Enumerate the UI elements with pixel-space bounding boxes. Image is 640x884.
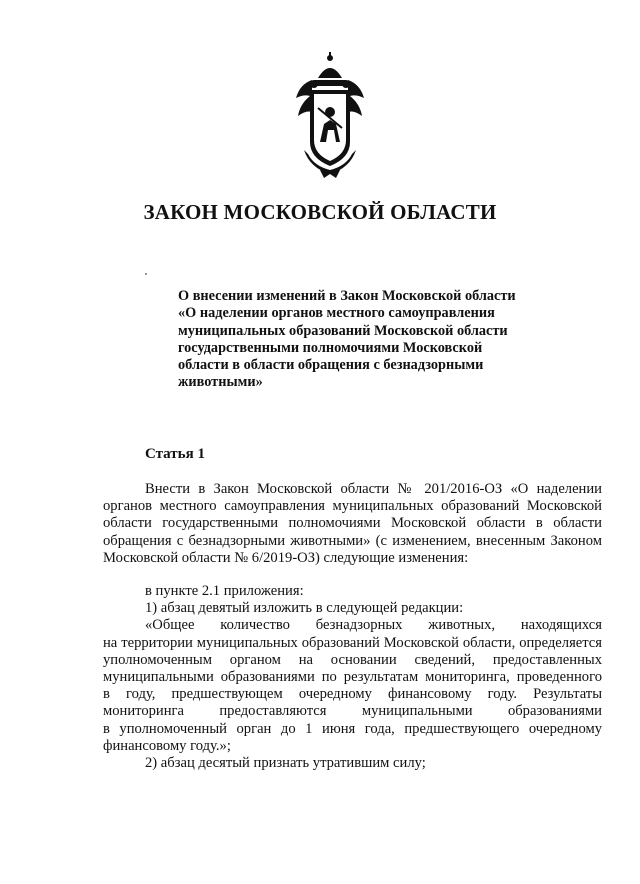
quote-line: муниципальными образованиями по результатам мониторинга, проведенного: [103, 669, 602, 686]
point-heading: в пункте 2.1 приложения:: [145, 583, 304, 599]
quote-line: на территории муниципальных образований Московской области, определяется: [103, 634, 602, 651]
quote-line: в году, предшествующем очередному финансовому году. Результаты: [103, 686, 602, 703]
law-subject: [178, 288, 530, 392]
intro-line: Московской области № 6/2019-ОЗ) следующие изменения:: [103, 549, 469, 566]
intro-line: Внести в Закон Московской области № 201/2016-ОЗ «О наделении: [145, 481, 602, 497]
quote-line: финансовому году.»;: [103, 737, 231, 754]
quote-line: «Общее количество безнадзорных животных, находящихся: [145, 617, 602, 634]
intro-line: области государственными полномочиями Московской области в области: [103, 515, 602, 532]
article-heading: Статья 1: [145, 446, 205, 462]
article-amendments: [103, 583, 602, 772]
document-title: ЗАКОН МОСКОВСКОЙ ОБЛАСТИ: [143, 200, 497, 224]
subject-line: муниципальных образований Московской области: [178, 322, 508, 339]
intro-line: обращения с безнадзорными животными» (с изменением, внесенным Законом: [103, 532, 602, 549]
quote-line: в уполномоченный орган до 1 июня года, предшествующего очередному: [103, 720, 602, 737]
subject-line: О внесении изменений в Закон Московской области: [178, 288, 516, 304]
quote-line: уполномоченным органом на основании сведений, предоставленных: [103, 651, 602, 668]
item2: 2) абзац десятый признать утратившим силу;: [145, 755, 426, 772]
subject-line: животными»: [178, 374, 263, 391]
intro-line: органов местного самоуправления муниципальных образований Московской: [103, 498, 602, 515]
article-intro: [103, 481, 602, 567]
item1-heading: 1) абзац девятый изложить в следующей редакции:: [145, 600, 464, 617]
scan-artifact-dot: [145, 273, 147, 275]
subject-line: государственными полномочиями Московской: [178, 339, 483, 356]
coat-of-arms-emblem: [290, 50, 370, 180]
quote-line: мониторинга предоставляются муниципальными образованиями: [103, 703, 602, 720]
subject-line: области в области обращения с безнадзорными: [178, 357, 484, 374]
subject-line: «О наделении органов местного самоуправления: [178, 305, 495, 322]
